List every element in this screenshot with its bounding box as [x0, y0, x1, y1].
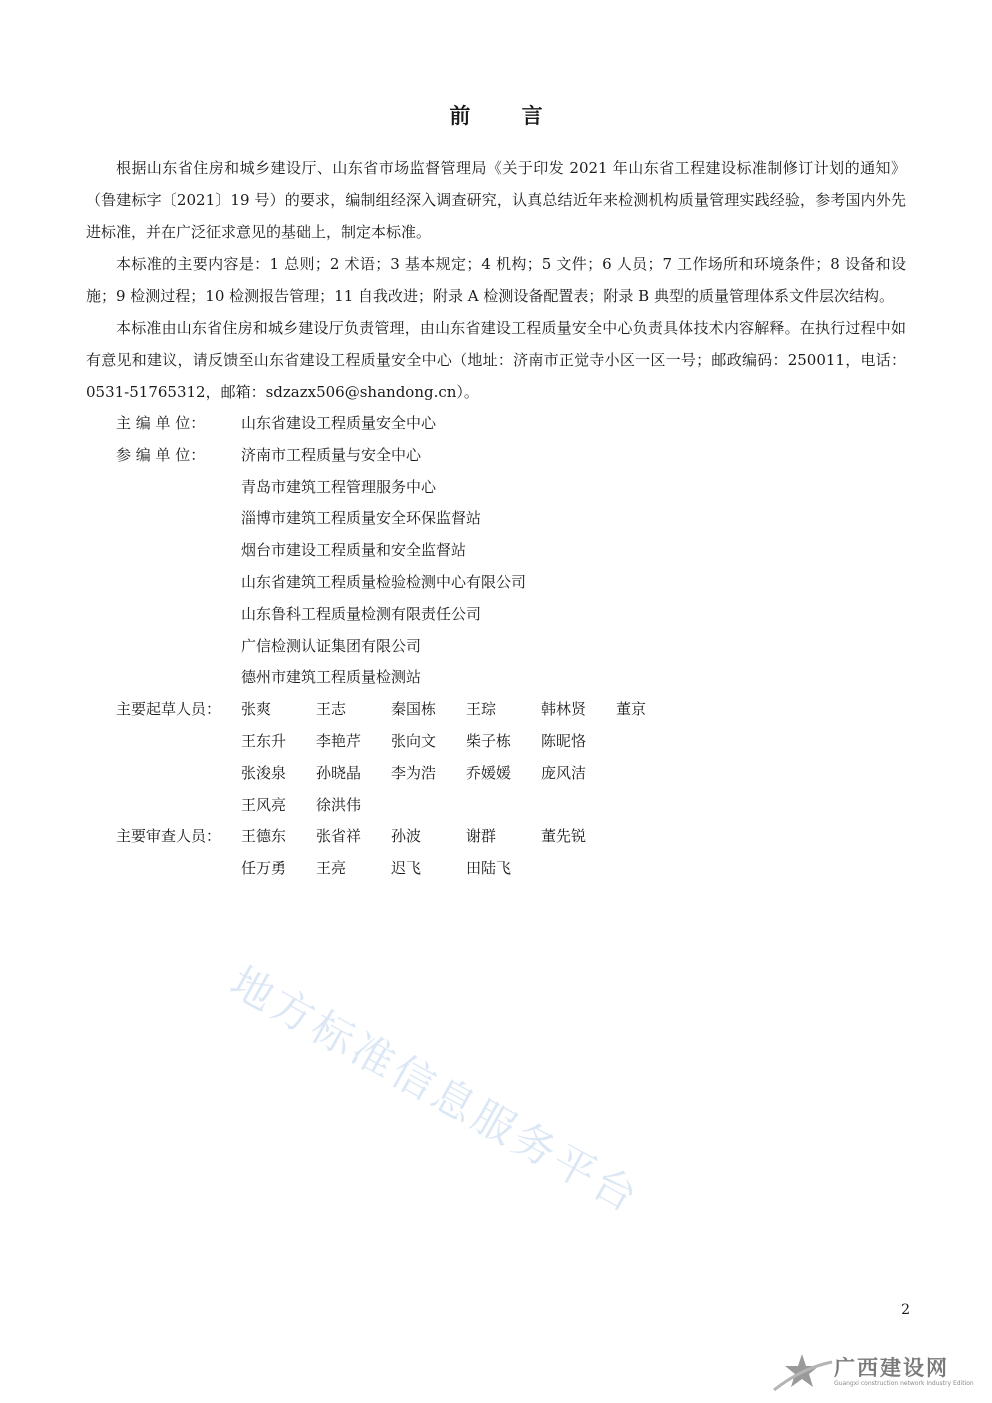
co-editor-item: 德州市建筑工程质量检测站: [241, 668, 422, 687]
editor-row: [86, 408, 906, 440]
person-name: 乔媛媛: [466, 763, 512, 782]
person-name: 庞风洁: [541, 763, 587, 782]
person-name: 王东升: [241, 731, 287, 750]
paragraph-3: 本标准由山东省住房和城乡建设厅负责管理，由山东省建设工程质量安全中心负责具体技术内容解释。在执行过程中如有意见和建议，请反馈至山东省建设工程质量安全中心（地址：济南市正觉寺小区一区一号；邮政编码：250011，电话：0531-51765312，邮箱：sdzazx506@shandong.cn）。: [86, 319, 906, 401]
person-name: 任万勇: [241, 859, 287, 878]
drafters-label: 主要起草人员：: [116, 700, 222, 719]
drafter-names: [241, 790, 391, 822]
logo-name-cn: 广西建设网: [834, 1356, 949, 1380]
co-editor-item: 山东鲁科工程质量检测有限责任公司: [241, 604, 482, 623]
editor-label: 主 编 单 位：: [116, 414, 206, 432]
reviewers-label: 主要审查人员：: [116, 827, 222, 846]
person-name: 董京: [616, 700, 647, 719]
co-editor-row: [86, 472, 906, 504]
footer-logo: [772, 1350, 982, 1395]
person-name: 王琮: [466, 700, 497, 719]
co-editor-row: [86, 440, 906, 472]
person-name: 孙波: [391, 827, 422, 846]
co-editor-item: 广信检测认证集团有限公司: [241, 636, 422, 655]
reviewers-row: [86, 821, 906, 853]
person-name: 王德东: [241, 827, 287, 846]
person-name: 张向文: [391, 731, 437, 750]
reviewers-row: [86, 853, 906, 885]
person-name: 王风亮: [241, 795, 287, 814]
co-editor-item: 淄博市建筑工程质量安全环保监督站: [241, 509, 482, 528]
co-editor-label: 参 编 单 位：: [116, 445, 206, 464]
drafter-names: [241, 758, 616, 790]
co-editor-row: [86, 631, 906, 663]
star-swoosh-logo-icon: [772, 1350, 834, 1395]
drafters-row: [86, 726, 906, 758]
person-name: 李艳芹: [316, 731, 362, 750]
watermark: 地方标准信息服务平台: [222, 956, 649, 1223]
foreword-body: [86, 152, 906, 885]
person-name: 秦国栋: [391, 700, 437, 719]
drafter-names: [241, 726, 616, 758]
drafters-row: [86, 790, 906, 822]
co-editor-row: [86, 567, 906, 599]
person-name: 李为浩: [391, 763, 437, 782]
reviewer-names: [241, 853, 541, 885]
person-name: 张浚泉: [241, 763, 287, 782]
co-editor-row: [86, 503, 906, 535]
drafters-row: [86, 694, 906, 726]
person-name: 韩林贤: [541, 700, 587, 719]
page-title: 前 言: [449, 104, 565, 128]
editor-value: 山东省建设工程质量安全中心: [241, 414, 437, 432]
person-name: 柴子栋: [466, 731, 512, 750]
co-editor-item: 烟台市建设工程质量和安全监督站: [241, 541, 467, 560]
drafter-names: [241, 694, 691, 726]
person-name: 孙晓晶: [316, 763, 362, 782]
person-name: 田陆飞: [466, 859, 512, 878]
person-name: 董先锐: [541, 827, 587, 846]
person-name: 王亮: [316, 859, 347, 878]
co-editor-row: [86, 662, 906, 694]
person-name: 张爽: [241, 700, 272, 719]
co-editor-item: 青岛市建筑工程管理服务中心: [241, 477, 437, 496]
person-name: 王志: [316, 700, 347, 719]
person-name: 陈昵恪: [541, 731, 587, 750]
person-name: 谢群: [466, 827, 497, 846]
co-editor-row: [86, 599, 906, 631]
person-name: 徐洪伟: [316, 795, 362, 814]
paragraph-1: 根据山东省住房和城乡建设厅、山东省市场监督管理局《关于印发 2021 年山东省工程建设标准制修订计划的通知》（鲁建标字〔2021〕19 号）的要求，编制组经深入调查研究，认真总结近年来检测机构质量管理实践经验，参考国内外先进标准，并在广泛征求意见的基础上，制定本标准。: [86, 159, 906, 241]
person-name: 迟飞: [391, 859, 422, 878]
person-name: 张省祥: [316, 827, 362, 846]
drafters-row: [86, 758, 906, 790]
reviewer-names: [241, 821, 616, 853]
logo-name-en: Guangxi construction network Industry Edition: [834, 1380, 974, 1387]
page-number: 2: [901, 1302, 910, 1318]
paragraph-2: 本标准的主要内容是：1 总则；2 术语；3 基本规定；4 机构；5 文件；6 人员；7 工作场所和环境条件；8 设备和设施；9 检测过程；10 检测报告管理；11 自我改进；附录 A 检测设备配置表；附录 B 典型的质量管理体系文件层次结构。: [86, 255, 906, 305]
co-editor-row: [86, 535, 906, 567]
co-editor-item: 山东省建筑工程质量检验检测中心有限公司: [241, 572, 527, 591]
co-editor-item: 济南市工程质量与安全中心: [241, 445, 422, 464]
